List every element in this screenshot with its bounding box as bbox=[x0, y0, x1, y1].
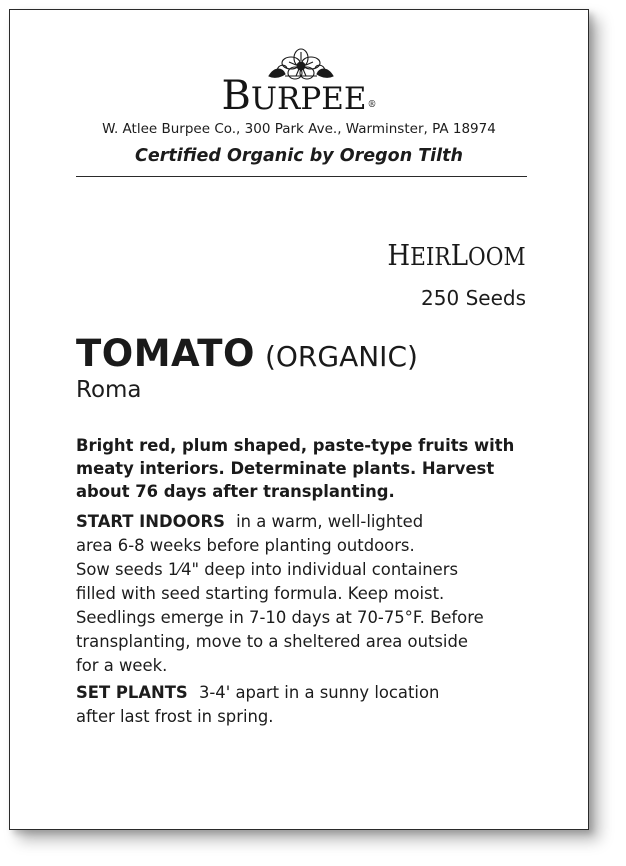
instruction-line: after last frost in spring. bbox=[76, 707, 274, 726]
product-description bbox=[76, 434, 546, 503]
description-line: Bright red, plum shaped, paste-type fruits with bbox=[76, 436, 515, 455]
instruction-line: area 6-8 weeks before planting outdoors. bbox=[76, 536, 415, 555]
instruction-line: for a week. bbox=[76, 656, 168, 675]
instruction-line: in a warm, well-lighted bbox=[236, 512, 424, 531]
organic-certification: Certified Organic by Oregon Tilth bbox=[135, 146, 463, 166]
brand-wordmark-rest: URPEE bbox=[250, 81, 367, 117]
description-line: about 76 days after transplanting. bbox=[76, 482, 395, 501]
start-indoors-section bbox=[76, 510, 546, 678]
instruction-line: Seedlings emerge in 7-10 days at 70-75°F. Before bbox=[76, 608, 484, 627]
heirloom-label: HEIRLOOM bbox=[387, 238, 526, 272]
set-plants-section bbox=[76, 681, 546, 729]
description-line: meaty interiors. Determinate plants. Harvest bbox=[76, 459, 495, 478]
instruction-line: 3-4' apart in a sunny location bbox=[198, 683, 440, 702]
instruction-line: Sow seeds 1⁄4" deep into individual containers bbox=[76, 560, 459, 579]
company-address: W. Atlee Burpee Co., 300 Park Ave., Warminster, PA 18974 bbox=[102, 121, 496, 137]
variety-name: Roma bbox=[76, 377, 142, 403]
product-name: TOMATO bbox=[76, 332, 255, 375]
product-qualifier: (ORGANIC) bbox=[264, 340, 418, 373]
brand-wordmark-initial: B bbox=[221, 73, 251, 119]
brand-wordmark bbox=[10, 74, 588, 127]
seed-count: 250 Seeds bbox=[421, 286, 526, 310]
seed-packet-card bbox=[9, 9, 589, 830]
start-indoors-heading: START INDOORS bbox=[76, 512, 225, 531]
brand-logo bbox=[10, 46, 588, 118]
instruction-line: filled with seed starting formula. Keep moist. bbox=[76, 584, 445, 603]
header-divider bbox=[76, 176, 527, 177]
registered-mark: ® bbox=[367, 100, 377, 110]
set-plants-heading: SET PLANTS bbox=[76, 683, 188, 702]
instruction-line: transplanting, move to a sheltered area outside bbox=[76, 632, 468, 651]
product-title bbox=[76, 332, 418, 375]
